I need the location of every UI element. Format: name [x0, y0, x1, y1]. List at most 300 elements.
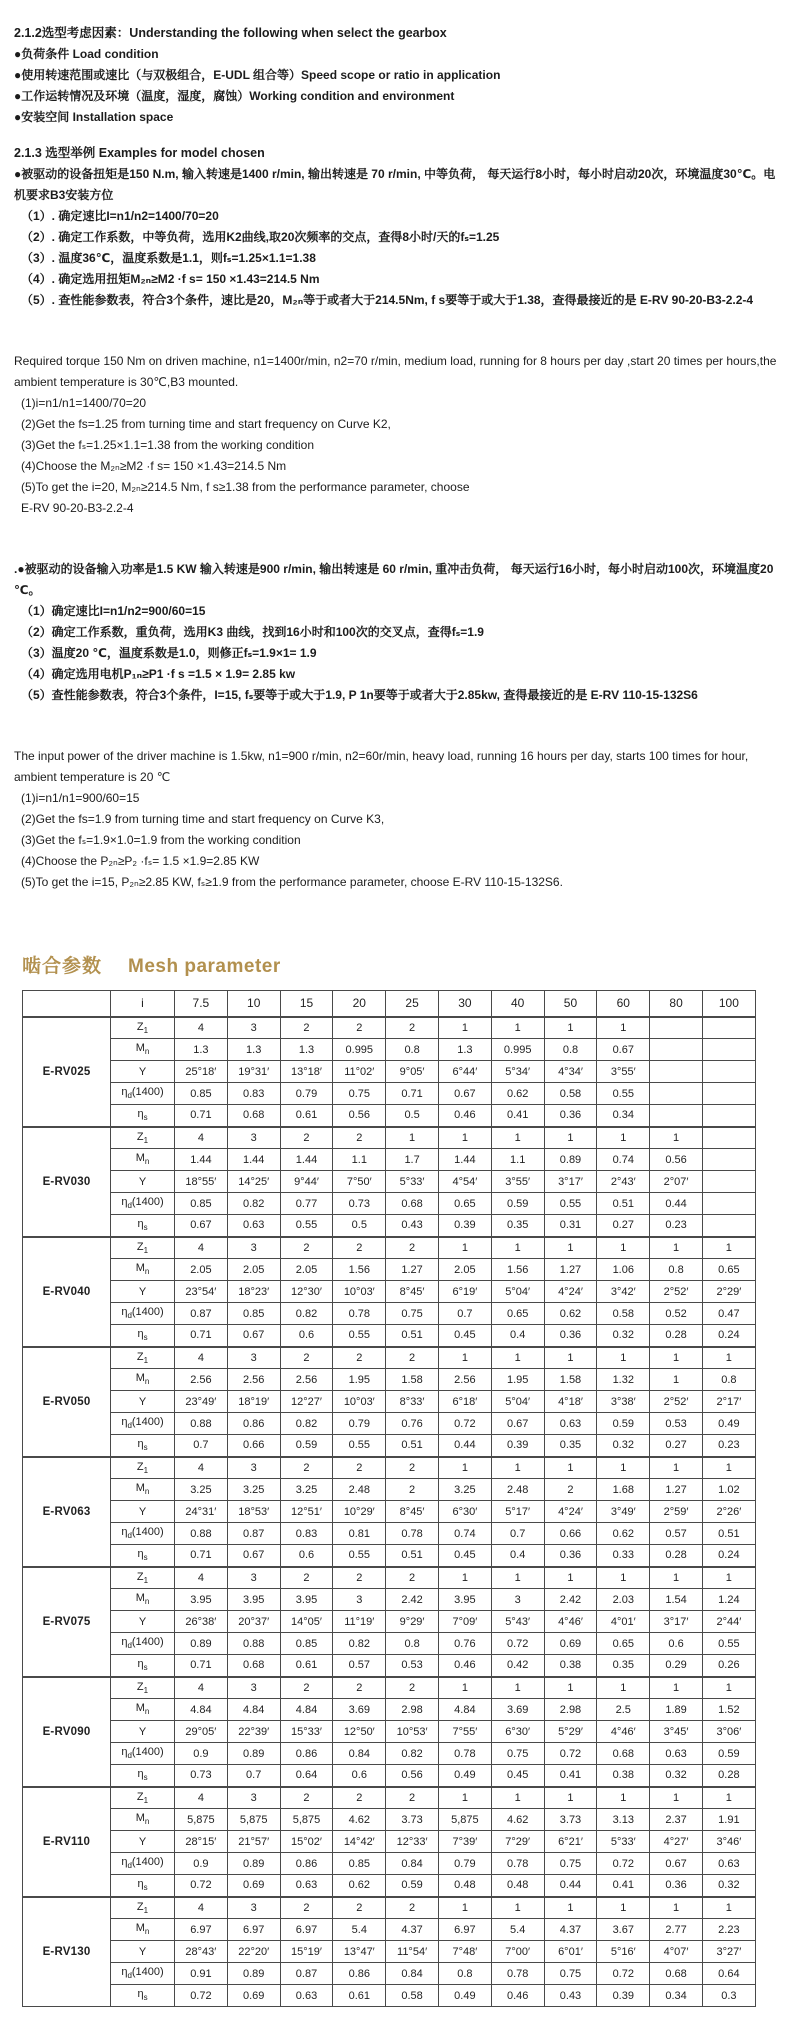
- value-cell: 1: [544, 1237, 597, 1259]
- value-cell: 26°38′: [175, 1611, 228, 1633]
- table-row: [23, 1787, 756, 1809]
- value-cell: 5°33′: [597, 1831, 650, 1853]
- table-row: [23, 1655, 756, 1677]
- row-label: $Z_1$: [111, 1787, 175, 1809]
- value-cell: 10°29′: [333, 1501, 386, 1523]
- value-cell: 1: [597, 1567, 650, 1589]
- value-cell: 1: [544, 1897, 597, 1919]
- value-cell: 0.53: [386, 1655, 439, 1677]
- value-cell: 4: [175, 1897, 228, 1919]
- model-group: [23, 1567, 756, 1677]
- table-row: [23, 1281, 756, 1303]
- table-row: [23, 1479, 756, 1501]
- value-cell: 0.78: [386, 1523, 439, 1545]
- section-212-bullets: [14, 44, 786, 128]
- value-cell: 4.84: [227, 1699, 280, 1721]
- value-cell: 0.61: [333, 1985, 386, 2007]
- value-cell: 5°04′: [491, 1391, 544, 1413]
- value-cell: 0.8: [702, 1369, 755, 1391]
- value-cell: 1: [544, 1347, 597, 1369]
- value-cell: 2.03: [597, 1589, 650, 1611]
- value-cell: 2°17′: [702, 1391, 755, 1413]
- value-cell: 0.67: [491, 1413, 544, 1435]
- value-cell: [650, 1105, 703, 1127]
- value-cell: 0.49: [702, 1413, 755, 1435]
- bullet-item: ●工作运转情况及环境（温度，湿度，腐蚀）Working condition and environment: [14, 89, 455, 103]
- value-cell: 2.56: [175, 1369, 228, 1391]
- value-cell: 6°30′: [491, 1721, 544, 1743]
- row-label: $\eta_s$: [111, 1655, 175, 1677]
- row-label: $\eta_s$: [111, 1875, 175, 1897]
- model-name: E-RV050: [23, 1347, 111, 1457]
- value-cell: 0.35: [597, 1655, 650, 1677]
- value-cell: 0.86: [333, 1963, 386, 1985]
- value-cell: 2: [333, 1897, 386, 1919]
- value-cell: 10°53′: [386, 1721, 439, 1743]
- value-cell: 7°55′: [438, 1721, 491, 1743]
- value-cell: 1.95: [333, 1369, 386, 1391]
- value-cell: 0.72: [438, 1413, 491, 1435]
- row-label: $M_n$: [111, 1039, 175, 1061]
- value-cell: 0.71: [175, 1545, 228, 1567]
- value-cell: 2.98: [544, 1699, 597, 1721]
- value-cell: 4°34′: [544, 1061, 597, 1083]
- value-cell: 0.67: [650, 1853, 703, 1875]
- spacer: [14, 893, 786, 941]
- value-cell: 0.84: [333, 1743, 386, 1765]
- model-name: E-RV030: [23, 1127, 111, 1237]
- value-cell: 0.48: [438, 1875, 491, 1897]
- value-cell: 0.6: [280, 1545, 333, 1567]
- value-cell: 1: [544, 1677, 597, 1699]
- ratio-header-cell: 25: [386, 991, 439, 1017]
- table-row: [23, 1963, 756, 1985]
- value-cell: 3°27′: [702, 1941, 755, 1963]
- value-cell: 1: [491, 1897, 544, 1919]
- value-cell: 0.45: [491, 1765, 544, 1787]
- table-row: [23, 1215, 756, 1237]
- value-cell: 0.32: [597, 1325, 650, 1347]
- row-label: $M_n$: [111, 1919, 175, 1941]
- value-cell: 3: [227, 1787, 280, 1809]
- value-cell: 2: [386, 1017, 439, 1039]
- value-cell: 5°29′: [544, 1721, 597, 1743]
- value-cell: 2.37: [650, 1809, 703, 1831]
- model-name: E-RV130: [23, 1897, 111, 2007]
- value-cell: 0.61: [280, 1655, 333, 1677]
- row-label: $Z_1$: [111, 1127, 175, 1149]
- value-cell: 0.55: [333, 1545, 386, 1567]
- table-row: [23, 1985, 756, 2007]
- value-cell: 7°00′: [491, 1941, 544, 1963]
- value-cell: 2: [280, 1677, 333, 1699]
- table-row: [23, 1391, 756, 1413]
- value-cell: 1.52: [702, 1699, 755, 1721]
- value-cell: 2.05: [227, 1259, 280, 1281]
- row-label: $Z_1$: [111, 1567, 175, 1589]
- value-cell: 0.65: [597, 1633, 650, 1655]
- step-line: （5）查性能参数表，符合3个条件，I=15, fₛ要等于或大于1.9, P 1n要等于或者大于2.85kw, 查得最接近的是 E-RV 110-15-132S6: [21, 688, 698, 702]
- value-cell: 0.56: [650, 1149, 703, 1171]
- value-cell: [702, 1127, 755, 1149]
- step-line: （3）温度20 ℃，温度系数是1.0，则修正fₛ=1.9×1= 1.9: [21, 646, 317, 660]
- value-cell: 0.84: [386, 1853, 439, 1875]
- table-row: [23, 1017, 756, 1039]
- value-cell: 1: [491, 1237, 544, 1259]
- value-cell: 1: [702, 1567, 755, 1589]
- value-cell: 0.75: [333, 1083, 386, 1105]
- table-row: [23, 1105, 756, 1127]
- value-cell: 0.34: [650, 1985, 703, 2007]
- value-cell: 0.38: [597, 1765, 650, 1787]
- value-cell: [650, 1017, 703, 1039]
- value-cell: 2: [386, 1237, 439, 1259]
- value-cell: 0.8: [438, 1963, 491, 1985]
- value-cell: 2: [280, 1897, 333, 1919]
- step-line: (2)Get the fs=1.9 from turning time and start frequency on Curve K3,: [21, 812, 385, 826]
- value-cell: 4°07′: [650, 1941, 703, 1963]
- spacer: [14, 128, 786, 142]
- value-cell: 0.88: [175, 1413, 228, 1435]
- value-cell: 2: [333, 1567, 386, 1589]
- value-cell: 0.65: [438, 1193, 491, 1215]
- value-cell: 4°27′: [650, 1831, 703, 1853]
- value-cell: 0.38: [544, 1655, 597, 1677]
- value-cell: 1: [650, 1897, 703, 1919]
- table-row: [23, 1083, 756, 1105]
- value-cell: 2.05: [280, 1259, 333, 1281]
- value-cell: 1: [438, 1347, 491, 1369]
- value-cell: 13°18′: [280, 1061, 333, 1083]
- value-cell: 15°19′: [280, 1941, 333, 1963]
- value-cell: 6.97: [227, 1919, 280, 1941]
- value-cell: 1.68: [597, 1479, 650, 1501]
- value-cell: 3: [227, 1017, 280, 1039]
- value-cell: 12°51′: [280, 1501, 333, 1523]
- value-cell: 0.85: [175, 1083, 228, 1105]
- value-cell: 2: [333, 1017, 386, 1039]
- step-line: (5)To get the i=20, M₂ₙ≥214.5 Nm, f s≥1.38 from the performance parameter, choose: [21, 480, 470, 494]
- value-cell: 2°07′: [650, 1171, 703, 1193]
- value-cell: 18°55′: [175, 1171, 228, 1193]
- row-label: $M_n$: [111, 1369, 175, 1391]
- table-row: [23, 1149, 756, 1171]
- value-cell: 3.67: [597, 1919, 650, 1941]
- mesh-parameter-table: [22, 990, 756, 2007]
- value-cell: 1.3: [438, 1039, 491, 1061]
- value-cell: 4.62: [491, 1809, 544, 1831]
- model-group: [23, 1897, 756, 2007]
- ratio-header-cell: 20: [333, 991, 386, 1017]
- value-cell: 18°23′: [227, 1281, 280, 1303]
- value-cell: 0.26: [702, 1655, 755, 1677]
- value-cell: 0.4: [491, 1545, 544, 1567]
- value-cell: 6°21′: [544, 1831, 597, 1853]
- value-cell: 0.68: [597, 1743, 650, 1765]
- value-cell: 6°30′: [438, 1501, 491, 1523]
- value-cell: 0.41: [491, 1105, 544, 1127]
- value-cell: 0.36: [650, 1875, 703, 1897]
- model-name: E-RV025: [23, 1017, 111, 1127]
- row-label: $\eta_d(1400)$: [111, 1193, 175, 1215]
- table-row: [23, 1677, 756, 1699]
- value-cell: 0.82: [386, 1743, 439, 1765]
- value-cell: 0.67: [227, 1545, 280, 1567]
- row-label: $Z_1$: [111, 1017, 175, 1039]
- value-cell: 3: [227, 1677, 280, 1699]
- value-cell: 2: [280, 1457, 333, 1479]
- value-cell: 0.23: [650, 1215, 703, 1237]
- table-row: [23, 1633, 756, 1655]
- row-label: Y: [111, 1611, 175, 1633]
- value-cell: [702, 1171, 755, 1193]
- value-cell: 0.65: [702, 1259, 755, 1281]
- table-row: [23, 1699, 756, 1721]
- value-cell: 1: [702, 1347, 755, 1369]
- value-cell: 0.55: [333, 1435, 386, 1457]
- table-row: [23, 1567, 756, 1589]
- value-cell: 0.51: [386, 1325, 439, 1347]
- step-line: （1）确定速比I=n1/n2=900/60=15: [21, 604, 206, 618]
- value-cell: 0.43: [544, 1985, 597, 2007]
- value-cell: 1.27: [386, 1259, 439, 1281]
- bullet-item: ●使用转速范围或速比（与双极组合，E-UDL 组合等）Speed scope or ratio in application: [14, 68, 501, 82]
- value-cell: 0.58: [386, 1985, 439, 2007]
- value-cell: 1.56: [333, 1259, 386, 1281]
- table-row: [23, 1765, 756, 1787]
- value-cell: 0.31: [544, 1215, 597, 1237]
- value-cell: 0.995: [491, 1039, 544, 1061]
- row-label: $\eta_d(1400)$: [111, 1963, 175, 1985]
- value-cell: 0.76: [386, 1413, 439, 1435]
- value-cell: 0.68: [227, 1655, 280, 1677]
- value-cell: 3.69: [491, 1699, 544, 1721]
- table-row: [23, 1589, 756, 1611]
- value-cell: 0.58: [544, 1083, 597, 1105]
- row-label: Y: [111, 1831, 175, 1853]
- value-cell: 0.46: [438, 1105, 491, 1127]
- value-cell: 4: [175, 1787, 228, 1809]
- row-label: $\eta_d(1400)$: [111, 1743, 175, 1765]
- row-label: Y: [111, 1941, 175, 1963]
- spacer: [14, 311, 786, 351]
- value-cell: 1.44: [438, 1149, 491, 1171]
- value-cell: 1: [650, 1369, 703, 1391]
- value-cell: 3: [491, 1589, 544, 1611]
- value-cell: 6°19′: [438, 1281, 491, 1303]
- value-cell: 0.55: [597, 1083, 650, 1105]
- value-cell: 3.95: [227, 1589, 280, 1611]
- value-cell: 1: [491, 1457, 544, 1479]
- value-cell: 1.44: [227, 1149, 280, 1171]
- value-cell: 7°29′: [491, 1831, 544, 1853]
- value-cell: [650, 1039, 703, 1061]
- value-cell: 2: [280, 1347, 333, 1369]
- value-cell: 3.73: [386, 1809, 439, 1831]
- value-cell: 3°42′: [597, 1281, 650, 1303]
- value-cell: 0.66: [544, 1523, 597, 1545]
- value-cell: 2.42: [544, 1589, 597, 1611]
- mesh-parameter-title: [22, 951, 786, 978]
- value-cell: 7°48′: [438, 1941, 491, 1963]
- table-row: [23, 1809, 756, 1831]
- value-cell: 0.88: [227, 1633, 280, 1655]
- value-cell: 0.8: [386, 1633, 439, 1655]
- value-cell: 15°33′: [280, 1721, 333, 1743]
- value-cell: 2: [280, 1127, 333, 1149]
- row-label: $\eta_d(1400)$: [111, 1523, 175, 1545]
- ratio-header-cell: 50: [544, 991, 597, 1017]
- value-cell: 0.76: [438, 1633, 491, 1655]
- value-cell: 0.84: [386, 1963, 439, 1985]
- value-cell: 0.73: [175, 1765, 228, 1787]
- value-cell: 0.86: [227, 1413, 280, 1435]
- value-cell: [702, 1105, 755, 1127]
- value-cell: 0.82: [333, 1633, 386, 1655]
- value-cell: 0.24: [702, 1325, 755, 1347]
- value-cell: 0.73: [333, 1193, 386, 1215]
- value-cell: 1: [650, 1787, 703, 1809]
- value-cell: 2°44′: [702, 1611, 755, 1633]
- table-row: [23, 1941, 756, 1963]
- value-cell: 1.06: [597, 1259, 650, 1281]
- value-cell: 0.74: [597, 1149, 650, 1171]
- value-cell: 12°33′: [386, 1831, 439, 1853]
- value-cell: 8°33′: [386, 1391, 439, 1413]
- row-label: $\eta_d(1400)$: [111, 1633, 175, 1655]
- value-cell: 0.35: [491, 1215, 544, 1237]
- value-cell: 5°34′: [491, 1061, 544, 1083]
- ratio-header-cell: 40: [491, 991, 544, 1017]
- value-cell: 1.54: [650, 1589, 703, 1611]
- value-cell: 0.23: [702, 1435, 755, 1457]
- value-cell: 1: [438, 1127, 491, 1149]
- value-cell: 0.55: [333, 1325, 386, 1347]
- value-cell: 0.68: [386, 1193, 439, 1215]
- value-cell: 0.65: [491, 1303, 544, 1325]
- value-cell: 1: [491, 1347, 544, 1369]
- value-cell: 0.81: [333, 1523, 386, 1545]
- section-213-heading: 2.1.3 选型举例 Examples for model chosen: [14, 146, 265, 160]
- ratio-header-cell: 80: [650, 991, 703, 1017]
- value-cell: 1: [544, 1127, 597, 1149]
- value-cell: 0.63: [544, 1413, 597, 1435]
- table-row: [23, 1853, 756, 1875]
- value-cell: 0.53: [650, 1413, 703, 1435]
- value-cell: 7°09′: [438, 1611, 491, 1633]
- row-label: $\eta_s$: [111, 1435, 175, 1457]
- value-cell: 1.56: [491, 1259, 544, 1281]
- table-row: [23, 1721, 756, 1743]
- row-label: $\eta_d(1400)$: [111, 1853, 175, 1875]
- value-cell: 3.69: [333, 1699, 386, 1721]
- value-cell: 0.87: [227, 1523, 280, 1545]
- step-line: (3)Get the fₛ=1.25×1.1=1.38 from the working condition: [21, 438, 314, 452]
- value-cell: 12°50′: [333, 1721, 386, 1743]
- value-cell: 0.28: [702, 1765, 755, 1787]
- table-row: [23, 1061, 756, 1083]
- step-line: (4)Choose the M₂ₙ≥M2 ·f s= 150 ×1.43=214.5 Nm: [21, 459, 287, 473]
- ratio-header-cell: 15: [280, 991, 333, 1017]
- value-cell: 0.58: [597, 1303, 650, 1325]
- model-name: E-RV110: [23, 1787, 111, 1897]
- value-cell: 4.62: [333, 1809, 386, 1831]
- value-cell: 14°25′: [227, 1171, 280, 1193]
- value-cell: 0.86: [280, 1853, 333, 1875]
- step-line: E-RV 90-20-B3-2.2-4: [21, 501, 134, 515]
- value-cell: 0.79: [333, 1413, 386, 1435]
- value-cell: 0.51: [386, 1545, 439, 1567]
- value-cell: 0.49: [438, 1765, 491, 1787]
- value-cell: 0.85: [227, 1303, 280, 1325]
- value-cell: 5.4: [333, 1919, 386, 1941]
- table-row: [23, 1259, 756, 1281]
- value-cell: 0.72: [491, 1633, 544, 1655]
- row-label: $M_n$: [111, 1699, 175, 1721]
- value-cell: 2: [280, 1237, 333, 1259]
- value-cell: 2: [386, 1347, 439, 1369]
- value-cell: 1: [650, 1457, 703, 1479]
- example2-cn-intro: .●被驱动的设备输入功率是1.5 KW 输入转速是900 r/min, 输出转速是 60 r/min, 重冲击负荷， 每天运行16小时，每小时启动100次，环境温度20 ℃。: [14, 562, 774, 597]
- table-row: [23, 1611, 756, 1633]
- value-cell: 24°31′: [175, 1501, 228, 1523]
- value-cell: 0.72: [175, 1875, 228, 1897]
- value-cell: 11°54′: [386, 1941, 439, 1963]
- value-cell: 1.95: [491, 1369, 544, 1391]
- step-line: （5）. 查性能参数表，符合3个条件，速比是20，M₂ₙ等于或者大于214.5Nm, f s要等于或大于1.38，查得最接近的是 E-RV 90-20-B3-2.2-4: [21, 293, 754, 307]
- value-cell: 1: [438, 1787, 491, 1809]
- value-cell: 1.3: [175, 1039, 228, 1061]
- value-cell: 8°45′: [386, 1281, 439, 1303]
- row-label: $Z_1$: [111, 1347, 175, 1369]
- value-cell: 0.63: [227, 1215, 280, 1237]
- value-cell: 2: [386, 1897, 439, 1919]
- value-cell: 0.7: [227, 1765, 280, 1787]
- spacer: [14, 706, 786, 746]
- value-cell: 0.75: [386, 1303, 439, 1325]
- row-label: $\eta_d(1400)$: [111, 1413, 175, 1435]
- value-cell: 0.62: [333, 1875, 386, 1897]
- value-cell: 0.36: [544, 1545, 597, 1567]
- model-group: [23, 1677, 756, 1787]
- value-cell: 4.84: [175, 1699, 228, 1721]
- value-cell: 0.71: [386, 1083, 439, 1105]
- value-cell: 1.1: [333, 1149, 386, 1171]
- model-group: [23, 1017, 756, 1127]
- value-cell: 2°26′: [702, 1501, 755, 1523]
- value-cell: 2°59′: [650, 1501, 703, 1523]
- value-cell: 3°17′: [650, 1611, 703, 1633]
- value-cell: 3°55′: [597, 1061, 650, 1083]
- value-cell: 1: [597, 1237, 650, 1259]
- model-group: [23, 1457, 756, 1567]
- value-cell: 0.6: [280, 1325, 333, 1347]
- value-cell: 2: [386, 1567, 439, 1589]
- value-cell: 9°05′: [386, 1061, 439, 1083]
- value-cell: 0.69: [227, 1985, 280, 2007]
- value-cell: 0.78: [491, 1853, 544, 1875]
- value-cell: 0.39: [491, 1435, 544, 1457]
- value-cell: 0.48: [491, 1875, 544, 1897]
- value-cell: 4.37: [544, 1919, 597, 1941]
- example1-en-steps: [14, 393, 786, 519]
- value-cell: 1: [544, 1457, 597, 1479]
- value-cell: 2.48: [333, 1479, 386, 1501]
- value-cell: 0.64: [702, 1963, 755, 1985]
- value-cell: 0.82: [227, 1193, 280, 1215]
- value-cell: 0.24: [702, 1545, 755, 1567]
- value-cell: 0.59: [597, 1413, 650, 1435]
